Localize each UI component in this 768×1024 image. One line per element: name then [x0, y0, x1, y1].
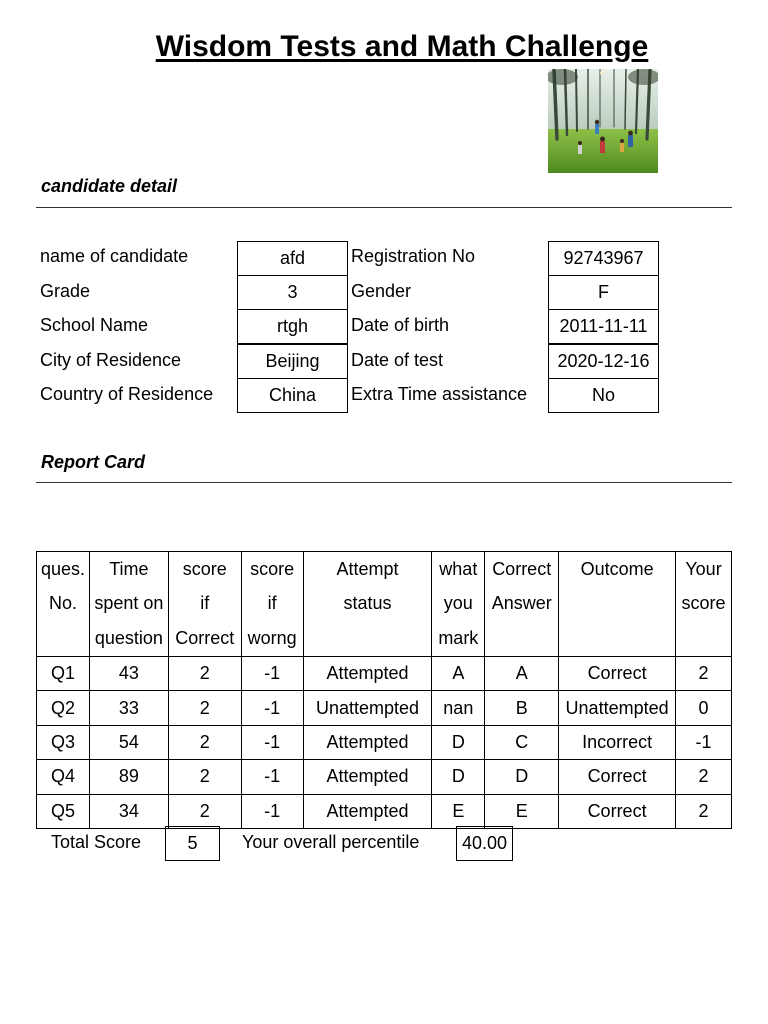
column-header-attempt-status: Attempt status — [303, 552, 432, 657]
column-header-question-no: ques. No. — [37, 552, 90, 657]
table-cell: nan — [432, 691, 485, 725]
table-cell: E — [432, 794, 485, 828]
date-of-birth-label: Date of birth — [351, 315, 450, 335]
table-cell: 2 — [168, 794, 241, 828]
overall-percentile-value: 40.00 — [456, 826, 513, 861]
table-cell: D — [485, 760, 559, 794]
table-row — [37, 794, 732, 828]
table-cell: Unattempted — [559, 691, 676, 725]
report-card-divider — [36, 482, 732, 483]
city-of-residence-label: City of Residence — [40, 350, 182, 370]
total-score-value: 5 — [165, 826, 220, 861]
table-row — [37, 657, 732, 691]
table-cell: Incorrect — [559, 725, 676, 759]
candidate-detail-heading: candidate detail — [41, 176, 178, 196]
column-header-outcome: Outcome — [559, 552, 676, 657]
table-cell: A — [485, 657, 559, 691]
table-cell: A — [432, 657, 485, 691]
table-cell: C — [485, 725, 559, 759]
children-in-forest-photo — [548, 69, 658, 173]
table-cell: Attempted — [303, 794, 432, 828]
column-header-your-mark: what you mark — [432, 552, 485, 657]
page-title: Wisdom Tests and Math Challenge — [155, 30, 649, 63]
table-cell: Correct — [559, 794, 676, 828]
column-header-your-score: Your score — [676, 552, 732, 657]
table-cell: 2 — [168, 760, 241, 794]
table-cell: 34 — [89, 794, 168, 828]
date-of-test-value: 2020-12-16 — [548, 344, 659, 379]
table-cell: Q1 — [37, 657, 90, 691]
table-cell: D — [432, 760, 485, 794]
table-cell: -1 — [676, 725, 732, 759]
table-cell: Q4 — [37, 760, 90, 794]
table-cell: Attempted — [303, 725, 432, 759]
table-row — [37, 725, 732, 759]
country-of-residence-label: Country of Residence — [40, 384, 214, 404]
overall-percentile-label: Your overall percentile — [242, 832, 420, 852]
table-cell: Attempted — [303, 657, 432, 691]
school-name-label: School Name — [40, 315, 149, 335]
table-cell: 2 — [168, 691, 241, 725]
candidate-detail-divider — [36, 207, 732, 208]
candidate-name-value: afd — [237, 241, 348, 276]
table-cell: 54 — [89, 725, 168, 759]
table-cell: -1 — [241, 657, 303, 691]
table-row — [37, 691, 732, 725]
table-cell: E — [485, 794, 559, 828]
table-cell: Q3 — [37, 725, 90, 759]
table-row — [37, 760, 732, 794]
report-card-heading: Report Card — [41, 452, 146, 472]
table-header-row — [37, 552, 732, 657]
table-cell: 2 — [168, 657, 241, 691]
table-cell: -1 — [241, 691, 303, 725]
table-cell: -1 — [241, 794, 303, 828]
extra-time-value: No — [548, 378, 659, 413]
candidate-name-label: name of candidate — [40, 246, 189, 266]
table-cell: Q5 — [37, 794, 90, 828]
date-of-birth-value: 2011-11-11 — [548, 309, 659, 344]
date-of-test-label: Date of test — [351, 350, 444, 370]
grade-label: Grade — [40, 281, 91, 301]
table-cell: Correct — [559, 657, 676, 691]
table-cell: -1 — [241, 760, 303, 794]
country-of-residence-value: China — [237, 378, 348, 413]
gender-label: Gender — [351, 281, 412, 301]
report-card-table — [36, 551, 732, 829]
table-cell: -1 — [241, 725, 303, 759]
table-cell: 0 — [676, 691, 732, 725]
table-cell: B — [485, 691, 559, 725]
table-cell: 43 — [89, 657, 168, 691]
column-header-correct-answer: Correct Answer — [485, 552, 559, 657]
total-score-label: Total Score — [51, 832, 142, 852]
table-cell: D — [432, 725, 485, 759]
column-header-score-if-wrong: score if worng — [241, 552, 303, 657]
registration-no-value: 92743967 — [548, 241, 659, 276]
table-cell: 2 — [676, 760, 732, 794]
table-cell: 2 — [676, 794, 732, 828]
registration-no-label: Registration No — [351, 246, 476, 266]
table-cell: 2 — [676, 657, 732, 691]
table-cell: Q2 — [37, 691, 90, 725]
table-cell: Attempted — [303, 760, 432, 794]
table-cell: 2 — [168, 725, 241, 759]
gender-value: F — [548, 275, 659, 310]
table-cell: 33 — [89, 691, 168, 725]
table-cell: Correct — [559, 760, 676, 794]
school-name-value: rtgh — [237, 309, 348, 344]
column-header-score-if-correct: score if Correct — [168, 552, 241, 657]
grade-value: 3 — [237, 275, 348, 310]
city-of-residence-value: Beijing — [237, 344, 348, 379]
column-header-time-spent: Time spent on question — [89, 552, 168, 657]
extra-time-label: Extra Time assistance — [351, 384, 528, 404]
table-cell: Unattempted — [303, 691, 432, 725]
table-cell: 89 — [89, 760, 168, 794]
